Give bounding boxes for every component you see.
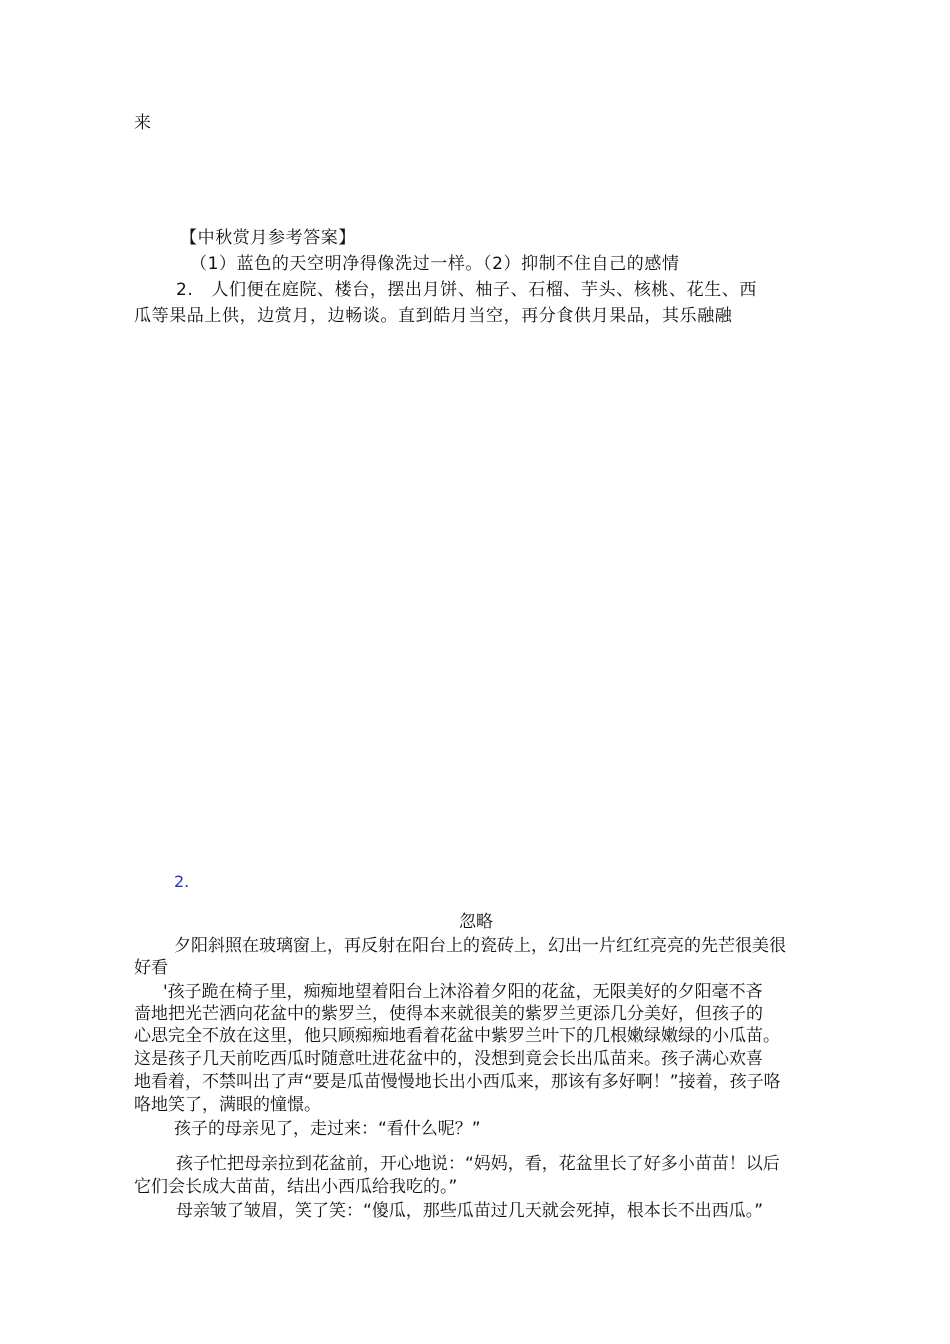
story-line: 母亲皱了皱眉，笑了笑：“傻瓜，那些瓜苗过几天就会死掉，根本长不出西瓜。”	[176, 1201, 764, 1221]
answer-line-2: 2. 人们便在庭院、楼台，摆出月饼、柚子、石榴、芋头、核桃、花生、西	[176, 280, 758, 300]
answer-line-3: 瓜等果品上供，边赏月，边畅谈。直到皓月当空，再分食供月果品，其乐融融	[134, 306, 733, 326]
answer-line-1: （1）蓝色的天空明净得像洗过一样。（2）抑制不住自己的感情	[190, 254, 680, 274]
page-top-fragment: 来	[134, 113, 151, 133]
story-line: 夕阳斜照在玻璃窗上，再反射在阳台上的瓷砖上，幻出一片红红亮亮的先芒很美很	[174, 936, 786, 956]
story-line: '孩子跪在椅子里，痴痴地望着阳台上沐浴着夕阳的花盆，无限美好的夕阳毫不吝	[163, 982, 763, 1002]
story-line: 它们会长成大苗苗，结出小西瓜给我吃的。”	[134, 1177, 458, 1197]
story-line: 好看	[134, 958, 168, 978]
answer-heading: 【中秋赏月参考答案】	[180, 228, 356, 248]
story-line: 地看着，不禁叫出了声“要是瓜苗慢慢地长出小西瓜来，那该有多好啊！”接着，孩子咯	[134, 1072, 781, 1092]
story-line: 孩子的母亲见了，走过来：“看什么呢？”	[174, 1119, 481, 1139]
story-title: 忽略	[459, 912, 493, 932]
story-line: 这是孩子几天前吃西瓜时随意吐进花盆中的，没想到竟会长出瓜苗来。孩子满心欢喜	[134, 1049, 763, 1069]
story-line: 咯地笑了，满眼的憧憬。	[134, 1095, 321, 1115]
story-line: 啬地把光芒洒向花盆中的紫罗兰，使得本来就很美的紫罗兰更添几分美好，但孩子的	[134, 1004, 763, 1024]
section-number-link[interactable]: 2.	[174, 872, 190, 891]
story-line: 心思完全不放在这里，他只顾痴痴地看着花盆中紫罗兰叶下的几根嫩绿嫩绿的小瓜苗。	[134, 1026, 780, 1046]
story-line: 孩子忙把母亲拉到花盆前，开心地说：“妈妈，看，花盆里长了好多小苗苗！以后	[176, 1154, 780, 1174]
